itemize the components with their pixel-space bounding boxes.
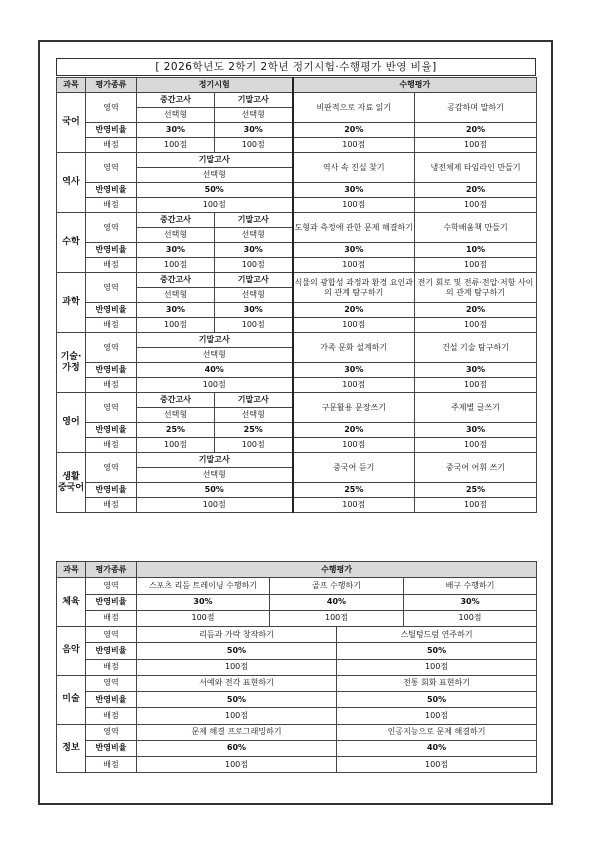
music-score-row: [57, 659, 537, 675]
chinese-final-label: 기말고사: [137, 453, 293, 468]
row-label-score: 배점: [86, 708, 137, 724]
science-final-score: 100점: [215, 318, 293, 333]
row-label-area: 영역: [86, 213, 137, 243]
row-label-ratio: 반영비율: [86, 740, 137, 756]
header-eval-type: 평가종류: [86, 78, 137, 93]
english-midterm-score: 100점: [137, 438, 215, 453]
subject-english: 영어: [57, 393, 86, 453]
techhome-task-2-score: 100점: [415, 378, 537, 393]
techhome-ratio-row: [57, 363, 537, 378]
chinese-ratio-row: [57, 483, 537, 498]
korean-task-1-score: 100점: [293, 138, 415, 153]
korean-task-2-score: 100점: [415, 138, 537, 153]
techhome-score-row: [57, 378, 537, 393]
header-regular-exam: 정기시험: [137, 78, 293, 93]
math-ratio-row: [57, 243, 537, 258]
row-label-area: 영역: [86, 153, 137, 183]
header-subject: 과목: [57, 562, 86, 578]
subject-chinese-line1: 생활: [62, 471, 80, 482]
row-label-area: 영역: [86, 393, 137, 423]
row-label-ratio: 반영비율: [86, 643, 137, 659]
techhome-task-2: 건설 기술 탐구하기: [415, 333, 537, 363]
math-task-2-score: 100점: [415, 258, 537, 273]
korean-midterm-ratio: 30%: [137, 123, 215, 138]
subject-korean: 국어: [57, 93, 86, 153]
info-area-row: [57, 724, 537, 740]
science-midterm-type: 선택형: [137, 288, 215, 303]
performance-ratio-table: [56, 561, 537, 773]
art-task-2-ratio: 50%: [337, 692, 537, 708]
techhome-task-1-score: 100점: [293, 378, 415, 393]
math-task-2-ratio: 10%: [415, 243, 537, 258]
english-final-type: 선택형: [215, 408, 293, 423]
history-final-ratio: 50%: [137, 183, 293, 198]
subject-techhome-line1: 기술·: [60, 351, 82, 362]
header-subject: 과목: [57, 78, 86, 93]
row-label-ratio: 반영비율: [86, 183, 137, 198]
row-label-area: 영역: [86, 93, 137, 123]
science-score-row: [57, 318, 537, 333]
pe-task-1: 스포츠 리듬 트레이닝 수행하기: [137, 578, 270, 594]
pe-task-2-score: 100점: [270, 610, 404, 626]
art-task-1: 서예와 전각 표현하기: [137, 675, 337, 691]
music-ratio-row: [57, 643, 537, 659]
chinese-final-ratio: 50%: [137, 483, 293, 498]
pe-task-3-score: 100점: [404, 610, 537, 626]
history-task-1-score: 100점: [293, 198, 415, 213]
history-task-1: 역사 속 진실 찾기: [293, 153, 415, 183]
english-task-1-score: 100점: [293, 438, 415, 453]
math-final-label: 기말고사: [215, 213, 293, 228]
math-task-1: 도형과 측정에 관한 문제 해결하기: [293, 213, 415, 243]
english-final-score: 100점: [215, 438, 293, 453]
science-midterm-score: 100점: [137, 318, 215, 333]
row-label-area: 영역: [86, 273, 137, 303]
row-label-ratio: 반영비율: [86, 363, 137, 378]
art-ratio-row: [57, 692, 537, 708]
english-task-1: 구문활용 문장쓰기: [293, 393, 415, 423]
row-label-score: 배점: [86, 659, 137, 675]
chinese-area-row: [57, 453, 537, 468]
english-task-1-ratio: 20%: [293, 423, 415, 438]
history-final-type: 선택형: [137, 168, 293, 183]
math-task-2: 수학배움책 만들기: [415, 213, 537, 243]
english-ratio-row: [57, 423, 537, 438]
english-task-2: 주제별 글쓰기: [415, 393, 537, 423]
math-midterm-ratio: 30%: [137, 243, 215, 258]
korean-task-2: 공감하며 말하기: [415, 93, 537, 123]
art-task-2: 전통 회화 표현하기: [337, 675, 537, 691]
row-label-area: 영역: [86, 578, 137, 594]
subject-chinese: [57, 453, 86, 513]
history-task-2: 냉전체제 타임라인 만들기: [415, 153, 537, 183]
pe-task-2-ratio: 40%: [270, 594, 404, 610]
history-task-2-score: 100점: [415, 198, 537, 213]
math-midterm-label: 중간고사: [137, 213, 215, 228]
techhome-task-1: 가족 문화 설계하기: [293, 333, 415, 363]
english-final-ratio: 25%: [215, 423, 293, 438]
techhome-final-score: 100점: [137, 378, 293, 393]
history-score-row: [57, 198, 537, 213]
row-label-score: 배점: [86, 378, 137, 393]
subject-pe: 체육: [57, 578, 86, 627]
info-task-2: 인공지능으로 문제 해결하기: [337, 724, 537, 740]
math-final-type: 선택형: [215, 228, 293, 243]
english-midterm-label: 중간고사: [137, 393, 215, 408]
pe-ratio-row: [57, 594, 537, 610]
science-task-2-score: 100점: [415, 318, 537, 333]
chinese-task-1-score: 100점: [293, 498, 415, 513]
korean-final-score: 100점: [215, 138, 293, 153]
science-final-type: 선택형: [215, 288, 293, 303]
math-task-1-score: 100점: [293, 258, 415, 273]
art-task-2-score: 100점: [337, 708, 537, 724]
chinese-score-row: [57, 498, 537, 513]
techhome-task-2-ratio: 30%: [415, 363, 537, 378]
subject-art: 미술: [57, 675, 86, 724]
subject-techhome: [57, 333, 86, 393]
history-ratio-row: [57, 183, 537, 198]
row-label-ratio: 반영비율: [86, 243, 137, 258]
korean-final-ratio: 30%: [215, 123, 293, 138]
art-task-1-score: 100점: [137, 708, 337, 724]
row-label-score: 배점: [86, 318, 137, 333]
music-task-2: 스틸텅드럼 연주하기: [337, 627, 537, 643]
english-score-row: [57, 438, 537, 453]
chinese-task-2-score: 100점: [415, 498, 537, 513]
row-label-score: 배점: [86, 138, 137, 153]
info-task-1: 문제 해결 프로그래밍하기: [137, 724, 337, 740]
korean-task-2-ratio: 20%: [415, 123, 537, 138]
techhome-final-type: 선택형: [137, 348, 293, 363]
row-label-score: 배점: [86, 258, 137, 273]
pe-task-3: 배구 수행하기: [404, 578, 537, 594]
math-midterm-type: 선택형: [137, 228, 215, 243]
chinese-task-1: 중국어 듣기: [293, 453, 415, 483]
chinese-final-type: 선택형: [137, 468, 293, 483]
science-task-1-score: 100점: [293, 318, 415, 333]
art-task-1-ratio: 50%: [137, 692, 337, 708]
chinese-task-1-ratio: 25%: [293, 483, 415, 498]
korean-midterm-score: 100점: [137, 138, 215, 153]
korean-midterm-label: 중간고사: [137, 93, 215, 108]
chinese-task-2-ratio: 25%: [415, 483, 537, 498]
science-final-ratio: 30%: [215, 303, 293, 318]
row-label-ratio: 반영비율: [86, 594, 137, 610]
chinese-task-2: 중국어 어휘 쓰기: [415, 453, 537, 483]
techhome-final-label: 기말고사: [137, 333, 293, 348]
history-task-1-ratio: 30%: [293, 183, 415, 198]
pe-task-3-ratio: 30%: [404, 594, 537, 610]
row-label-area: 영역: [86, 724, 137, 740]
science-task-2-ratio: 20%: [415, 303, 537, 318]
table2-header-row: [57, 562, 537, 578]
subject-techhome-line2: 가정: [62, 362, 80, 373]
row-label-score: 배점: [86, 198, 137, 213]
math-midterm-score: 100점: [137, 258, 215, 273]
techhome-final-ratio: 40%: [137, 363, 293, 378]
math-final-score: 100점: [215, 258, 293, 273]
row-label-score: 배점: [86, 438, 137, 453]
subject-music: 음악: [57, 627, 86, 676]
science-area-row: [57, 273, 537, 288]
header-performance: 수행평가: [137, 562, 537, 578]
korean-final-type: 선택형: [215, 108, 293, 123]
music-task-1: 리듬과 가락 창작하기: [137, 627, 337, 643]
table-header-row: [57, 78, 537, 93]
english-task-2-score: 100점: [415, 438, 537, 453]
subject-math: 수학: [57, 213, 86, 273]
music-task-1-score: 100점: [137, 659, 337, 675]
english-final-label: 기말고사: [215, 393, 293, 408]
history-final-score: 100점: [137, 198, 293, 213]
chinese-final-score: 100점: [137, 498, 293, 513]
korean-task-1: 비판적으로 자료 읽기: [293, 93, 415, 123]
subject-info: 정보: [57, 724, 86, 773]
row-label-ratio: 반영비율: [86, 303, 137, 318]
pe-task-1-ratio: 30%: [137, 594, 270, 610]
header-eval-type: 평가종류: [86, 562, 137, 578]
row-label-ratio: 반영비율: [86, 692, 137, 708]
info-task-1-score: 100점: [137, 757, 337, 773]
subject-science: 과학: [57, 273, 86, 333]
english-midterm-ratio: 25%: [137, 423, 215, 438]
row-label-area: 영역: [86, 675, 137, 691]
english-task-2-ratio: 30%: [415, 423, 537, 438]
techhome-task-1-ratio: 30%: [293, 363, 415, 378]
math-task-1-ratio: 30%: [293, 243, 415, 258]
math-area-row: [57, 213, 537, 228]
math-score-row: [57, 258, 537, 273]
row-label-ratio: 반영비율: [86, 423, 137, 438]
korean-midterm-type: 선택형: [137, 108, 215, 123]
row-label-score: 배점: [86, 757, 137, 773]
history-task-2-ratio: 20%: [415, 183, 537, 198]
info-task-1-ratio: 60%: [137, 740, 337, 756]
subject-history: 역사: [57, 153, 86, 213]
row-label-area: 영역: [86, 453, 137, 483]
science-task-1: 식물의 광합성 과정과 환경 요인과의 관계 탐구하기: [293, 273, 415, 303]
pe-task-1-score: 100점: [137, 610, 270, 626]
science-midterm-label: 중간고사: [137, 273, 215, 288]
english-area-row: [57, 393, 537, 408]
history-area-row: [57, 153, 537, 168]
info-score-row: [57, 757, 537, 773]
science-task-2: 전기 회로 및 전류·전압·저항 사이의 관계 탐구하기: [415, 273, 537, 303]
pe-score-row: [57, 610, 537, 626]
korean-final-label: 기말고사: [215, 93, 293, 108]
row-label-score: 배점: [86, 610, 137, 626]
exam-ratio-table: [56, 77, 537, 513]
subject-chinese-line2: 중국어: [57, 482, 85, 493]
row-label-area: 영역: [86, 333, 137, 363]
music-task-2-ratio: 50%: [337, 643, 537, 659]
row-label-ratio: 반영비율: [86, 123, 137, 138]
korean-area-row: [57, 93, 537, 108]
header-performance: 수행평가: [293, 78, 537, 93]
korean-ratio-row: [57, 123, 537, 138]
art-score-row: [57, 708, 537, 724]
row-label-area: 영역: [86, 627, 137, 643]
science-task-1-ratio: 20%: [293, 303, 415, 318]
row-label-score: 배점: [86, 498, 137, 513]
info-task-2-score: 100점: [337, 757, 537, 773]
science-final-label: 기말고사: [215, 273, 293, 288]
korean-task-1-ratio: 20%: [293, 123, 415, 138]
info-ratio-row: [57, 740, 537, 756]
english-midterm-type: 선택형: [137, 408, 215, 423]
science-midterm-ratio: 30%: [137, 303, 215, 318]
pe-task-2: 골프 수행하기: [270, 578, 404, 594]
music-task-2-score: 100점: [337, 659, 537, 675]
info-task-2-ratio: 40%: [337, 740, 537, 756]
science-ratio-row: [57, 303, 537, 318]
history-final-label: 기말고사: [137, 153, 293, 168]
korean-score-row: [57, 138, 537, 153]
document-title: [ 2026학년도 2학기 2학년 정기시험·수행평가 반영 비율]: [56, 58, 536, 76]
art-area-row: [57, 675, 537, 691]
math-final-ratio: 30%: [215, 243, 293, 258]
row-label-ratio: 반영비율: [86, 483, 137, 498]
music-task-1-ratio: 50%: [137, 643, 337, 659]
pe-area-row: [57, 578, 537, 594]
music-area-row: [57, 627, 537, 643]
techhome-area-row: [57, 333, 537, 348]
